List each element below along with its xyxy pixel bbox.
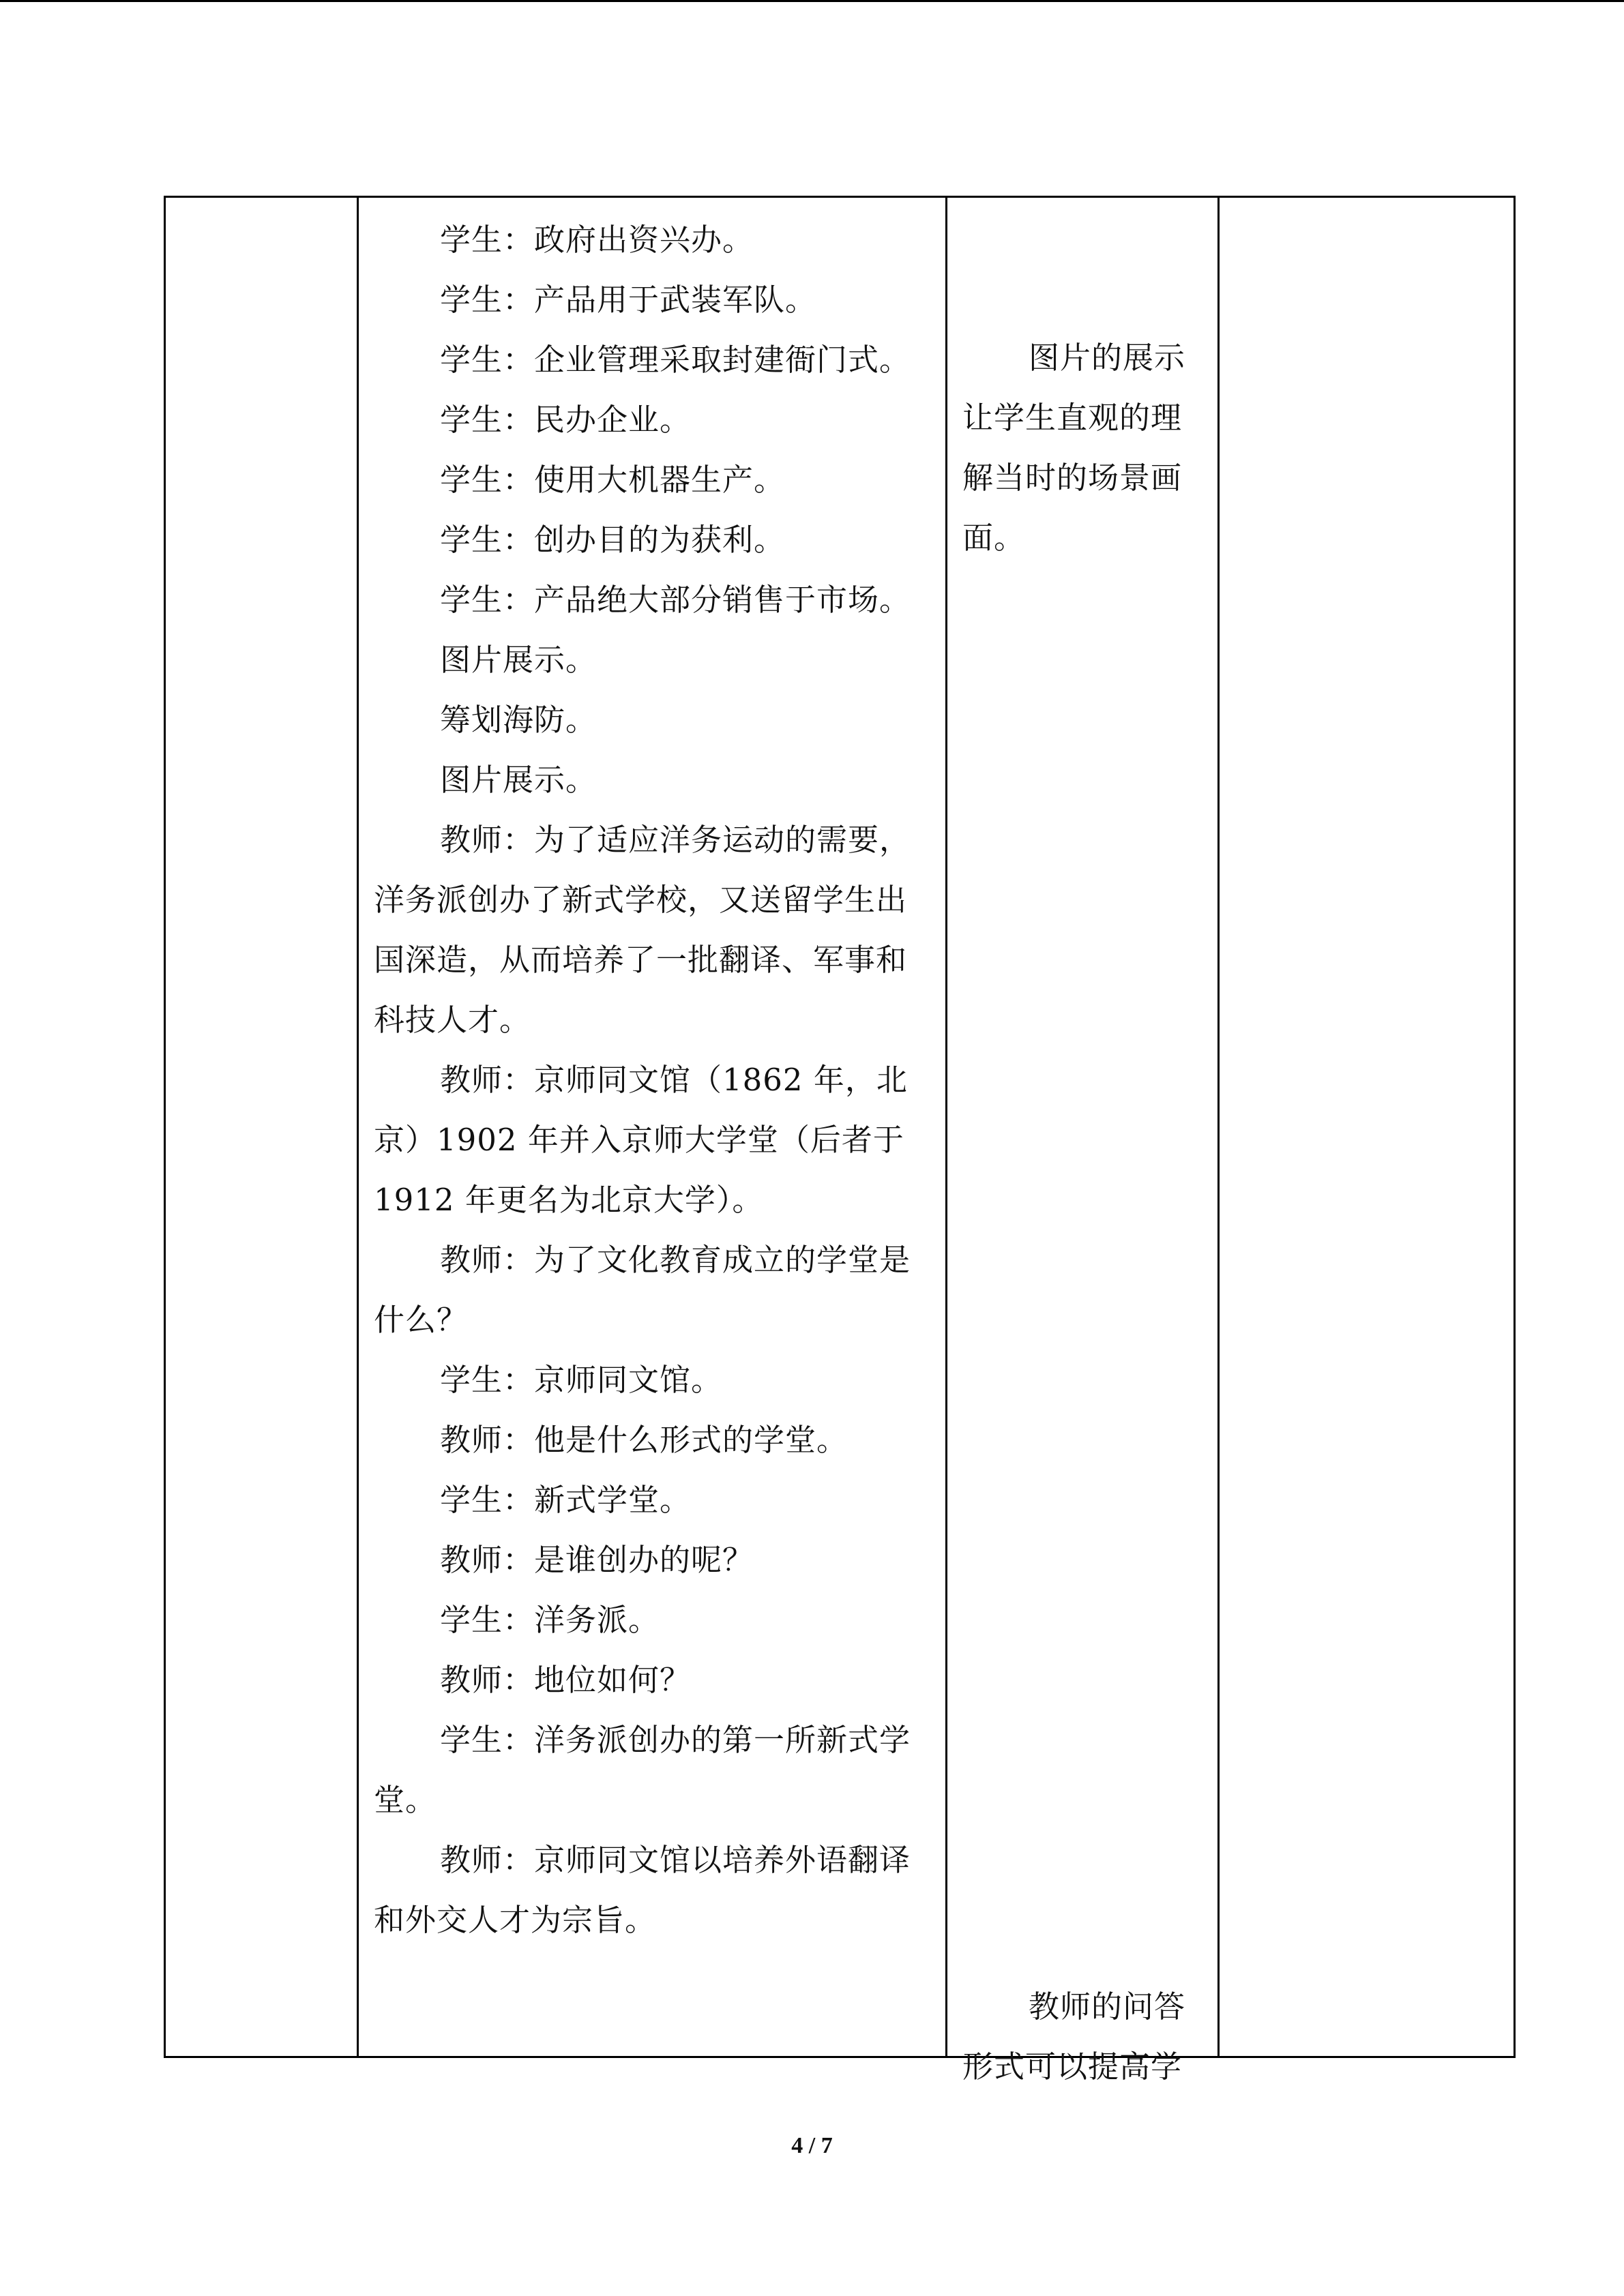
- dialogue-line: 学生：新式学堂。: [440, 1482, 692, 1518]
- dialogue-line: 教师：他是什么形式的学堂。: [440, 1422, 848, 1458]
- dialogue-line: 学生：京师同文馆。: [440, 1362, 723, 1398]
- dialogue-line: 教师：京师同文馆（1862 年，北京）1902 年并入京师大学堂（后者于 1912 年更名为北京大学）。: [374, 1062, 908, 1218]
- dialogue-line: 图片展示。: [440, 762, 597, 798]
- page-number: 4 / 7: [791, 2133, 833, 2158]
- dialogue-line: 学生：政府出资兴办。: [440, 222, 754, 258]
- dialogue-line: 图片展示。: [440, 642, 597, 678]
- section-cell: [165, 197, 358, 2057]
- dialogue-line: 学生：创办目的为获利。: [440, 522, 786, 558]
- top-border-line: [0, 0, 1624, 2]
- dialogue-line: 学生：洋务派。: [440, 1602, 660, 1638]
- dialogue-line: 学生：产品绝大部分销售于市场。: [440, 582, 911, 618]
- dialogue-line: 筹划海防。: [440, 702, 597, 738]
- dialogue-line: 学生：企业管理采取封建衙门式。: [440, 342, 911, 378]
- design-intent-cell: [947, 197, 1219, 2085]
- dialogue-line: 教师：地位如何？: [440, 1662, 692, 1698]
- teaching-process-cell: [358, 197, 947, 2057]
- dialogue-line: 学生：使用大机器生产。: [440, 462, 786, 498]
- dialogue-line: 教师：京师同文馆以培养外语翻译和外交人才为宗旨。: [374, 1842, 911, 1938]
- design-note: 教师的问答形式可以提高学: [962, 1988, 1186, 2085]
- lesson-plan-table: [164, 196, 1516, 2085]
- dialogue-line: 教师：是谁创办的呢？: [440, 1542, 754, 1578]
- dialogue-line: 教师：为了适应洋务运动的需要，洋务派创办了新式学校，又送留学生出国深造，从而培养了一批翻译、军事和科技人才。: [374, 822, 911, 1038]
- dialogue-line: 学生：产品用于武装军队。: [440, 282, 817, 318]
- dialogue-line: 学生：洋务派创办的第一所新式学堂。: [374, 1722, 911, 1818]
- dialogue-line: 学生：民办企业。: [440, 402, 692, 438]
- remarks-cell: [1219, 197, 1515, 2057]
- table-row: [165, 197, 1515, 2057]
- dialogue-line: 教师：为了文化教育成立的学堂是什么？: [374, 1242, 911, 1338]
- design-note: 图片的展示让学生直观的理解当时的场景画面。: [962, 340, 1186, 556]
